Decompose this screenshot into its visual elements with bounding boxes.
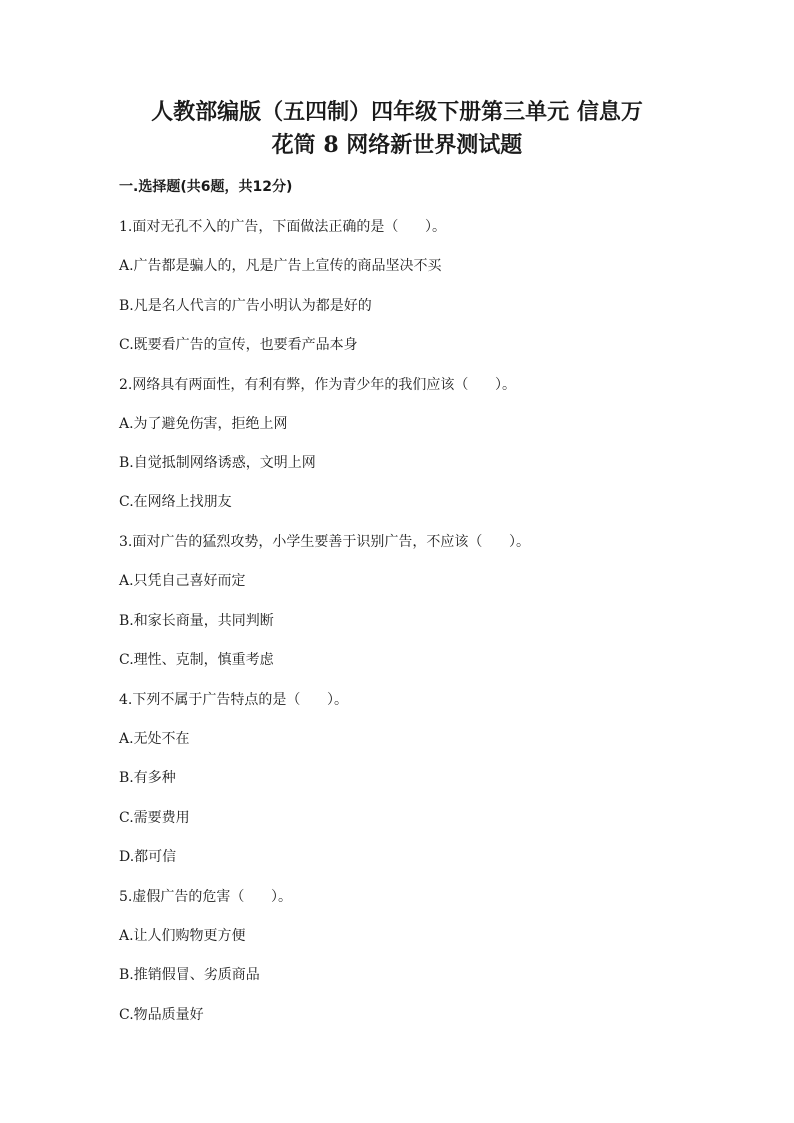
question-2-option-a: A.为了避免伤害，拒绝上网 bbox=[119, 416, 288, 432]
page-title-line-1: 人教部编版（五四制）四年级下册第三单元 信息万 bbox=[151, 99, 643, 125]
question-1-option-a: A.广告都是骗人的，凡是广告上宣传的商品坚决不买 bbox=[119, 258, 442, 274]
question-3-option-b: B.和家长商量，共同判断 bbox=[119, 613, 274, 629]
question-3-option-c: C.理性、克制，慎重考虑 bbox=[119, 652, 274, 668]
section-header: 一.选择题(共6题，共12分) bbox=[119, 179, 293, 195]
question-3-stem: 3.面对广告的猛烈攻势，小学生要善于识别广告，不应该（ ）。 bbox=[119, 534, 531, 550]
question-4-stem: 4.下列不属于广告特点的是（ ）。 bbox=[119, 692, 349, 708]
question-2-stem: 2.网络具有两面性，有利有弊，作为青少年的我们应该（ ）。 bbox=[119, 377, 517, 393]
question-1-option-b: B.凡是名人代言的广告小明认为都是好的 bbox=[119, 298, 372, 314]
question-4-option-b: B.有多种 bbox=[119, 770, 176, 786]
question-5-option-a: A.让人们购物更方便 bbox=[119, 928, 246, 944]
question-4-option-c: C.需要费用 bbox=[119, 810, 190, 826]
question-1-option-c: C.既要看广告的宣传，也要看产品本身 bbox=[119, 337, 358, 353]
question-2-option-b: B.自觉抵制网络诱惑，文明上网 bbox=[119, 455, 316, 471]
question-4-option-a: A.无处不在 bbox=[119, 731, 190, 747]
question-3-option-a: A.只凭自己喜好而定 bbox=[119, 573, 246, 589]
question-1-stem: 1.面对无孔不入的广告，下面做法正确的是（ ）。 bbox=[119, 219, 447, 235]
page-title-line-2: 花筒 8 网络新世界测试题 bbox=[271, 132, 523, 158]
question-2-option-c: C.在网络上找朋友 bbox=[119, 494, 232, 510]
question-4-option-d: D.都可信 bbox=[119, 849, 177, 865]
question-5-stem: 5.虚假广告的危害（ ）。 bbox=[119, 889, 293, 905]
question-5-option-c: C.物品质量好 bbox=[119, 1007, 204, 1023]
question-5-option-b: B.推销假冒、劣质商品 bbox=[119, 967, 260, 983]
